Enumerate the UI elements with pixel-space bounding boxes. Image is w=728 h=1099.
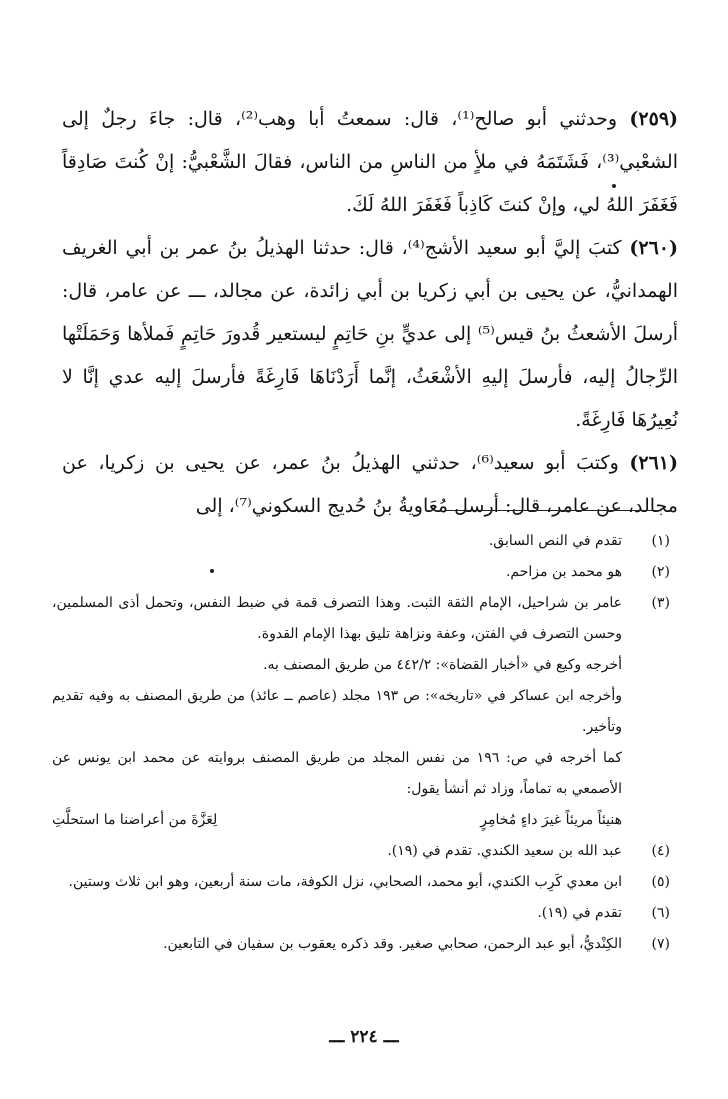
verse-second-hemistich: لِعَزَّةَ من أعراضنا ما استحلَّتِ bbox=[52, 812, 218, 828]
footnote-number: (٧) bbox=[651, 936, 670, 952]
footnote-6 bbox=[52, 898, 670, 929]
footnote-text: عامر بن شراحيل، الإمام الثقة الثبت. وهذا التصرف قمة في ضبط النفس، وتحمل أذى المسلمين، وحسن التصرف في الفتن، وعفة ونزاهة تليق بهذا الإمام القدوة. bbox=[52, 595, 622, 642]
footnote-2 bbox=[52, 557, 670, 588]
poetry-verse bbox=[52, 805, 622, 836]
footnote-text: هو محمد بن مزاحم. bbox=[505, 564, 622, 580]
footnote-1 bbox=[52, 526, 670, 557]
footnote-7 bbox=[52, 929, 670, 960]
verse-first-hemistich: هنيئاً مريئاً غيرَ داءٍ مُخامِرٍ bbox=[480, 812, 622, 828]
paragraph-number: (٢٦٠) bbox=[629, 237, 679, 259]
footnote-number: (٦) bbox=[651, 905, 670, 921]
footnote-text: الكِنْديُّ، أبو عبد الرحمن، صحابي صغير. وقد ذكره يعقوب بن سفيان في التابعين. bbox=[163, 936, 622, 952]
footnote-3 bbox=[52, 588, 670, 836]
footnote-text: ابن معدي كَرِب الكندي، أبو محمد، الصحابي، نزل الكوفة، مات سنة أربعين، وهو ابن ثلاث وستين. bbox=[68, 874, 622, 890]
main-text bbox=[62, 98, 678, 528]
page-number: ـــ ٢٢٤ ـــ bbox=[329, 1027, 399, 1047]
footnote-5 bbox=[52, 867, 670, 898]
footnote-4 bbox=[52, 836, 670, 867]
ink-speck bbox=[210, 569, 214, 573]
footnote-separator bbox=[444, 510, 658, 511]
footnote-number: (١) bbox=[651, 533, 670, 549]
footnote-text: أخرجه وكيع في «أخبار القضاة»: ٤٤٢/٢ من طريق المصنف به. bbox=[263, 657, 622, 673]
paragraph-259 bbox=[62, 98, 678, 227]
paragraph-number: (٢٥٩) bbox=[629, 108, 679, 130]
paragraph-text: كتبَ إليَّ أبو سعيد الأشج⁽⁴⁾، قال: حدثنا الهذيلُ بنُ عمر بن أبي الغريف الهمدانيُّ، عن يحيى بن أبي زكريا بن أبي زائدة، عن مجالد، ـــ عن عامر، قال: أرسلَ الأشعثُ بنُ قيس⁽⁵⁾ إلى عديٍّ بنِ حَاتِمٍ ليستعير قُدورَ حَاتِمٍ فَملأها وَحَمَلَتْها الرِّجالُ إليه، فأرسلَ إليهِ الأشْعَثُ، إنَّما أَرَدْنَاهَا فَارِغَةً فأرسلَ إليه عدي إنَّا لا نُعِيرُهَا فَارِغَةً. bbox=[62, 237, 678, 431]
ink-speck bbox=[612, 184, 616, 188]
footnote-number: (٣) bbox=[651, 595, 670, 611]
footnote-number: (٥) bbox=[651, 874, 670, 890]
footnote-text: تقدم في (١٩). bbox=[537, 905, 622, 921]
footnotes bbox=[52, 526, 670, 960]
footnote-text: وأخرجه ابن عساكر في «تاريخه»: ص ١٩٣ مجلد (عاصم ــ عائذ) من طريق المصنف به وفيه تقديم وتأخير. bbox=[52, 688, 622, 735]
paragraph-text: وكتبَ أبو سعيد⁽⁶⁾، حدثني الهذيلُ بنُ عمر، عن يحيى بن زكريا، عن مجالد، عن عامر، قال: أرسل مُعَاويةُ بنُ حُديج السكوني⁽⁷⁾، إلى bbox=[62, 452, 678, 517]
footnote-text: كما أخرجه في ص: ١٩٦ من نفس المجلد من طريق المصنف بروايته عن محمد ابن يونس عن الأصمعي به تماماً، وزاد ثم أنشأ يقول: bbox=[52, 750, 622, 797]
paragraph-261 bbox=[62, 442, 678, 528]
paragraph-260 bbox=[62, 227, 678, 442]
footnote-text: تقدم في النص السابق. bbox=[488, 533, 622, 549]
paragraph-number: (٢٦١) bbox=[629, 452, 679, 474]
paragraph-text: وحدثني أبو صالح⁽¹⁾، قال: سمعتُ أبا وهب⁽²⁾، قال: جاءَ رجلٌ إلى الشعْبي⁽³⁾، فَشَتَمَهُ في ملأٍ من الناسِ من الناس، فقالَ الشَّعْبيُّ: إنْ كُنتَ صَادِقاً فَغَفَرَ اللهُ لي، وإنْ كنتَ كَاذِباً فَغَفَرَ اللهُ لَكَ. bbox=[62, 108, 678, 216]
footnote-number: (٢) bbox=[651, 564, 670, 580]
footnote-number: (٤) bbox=[651, 843, 670, 859]
footnote-text: عبد الله بن سعيد الكندي. تقدم في (١٩). bbox=[387, 843, 622, 859]
